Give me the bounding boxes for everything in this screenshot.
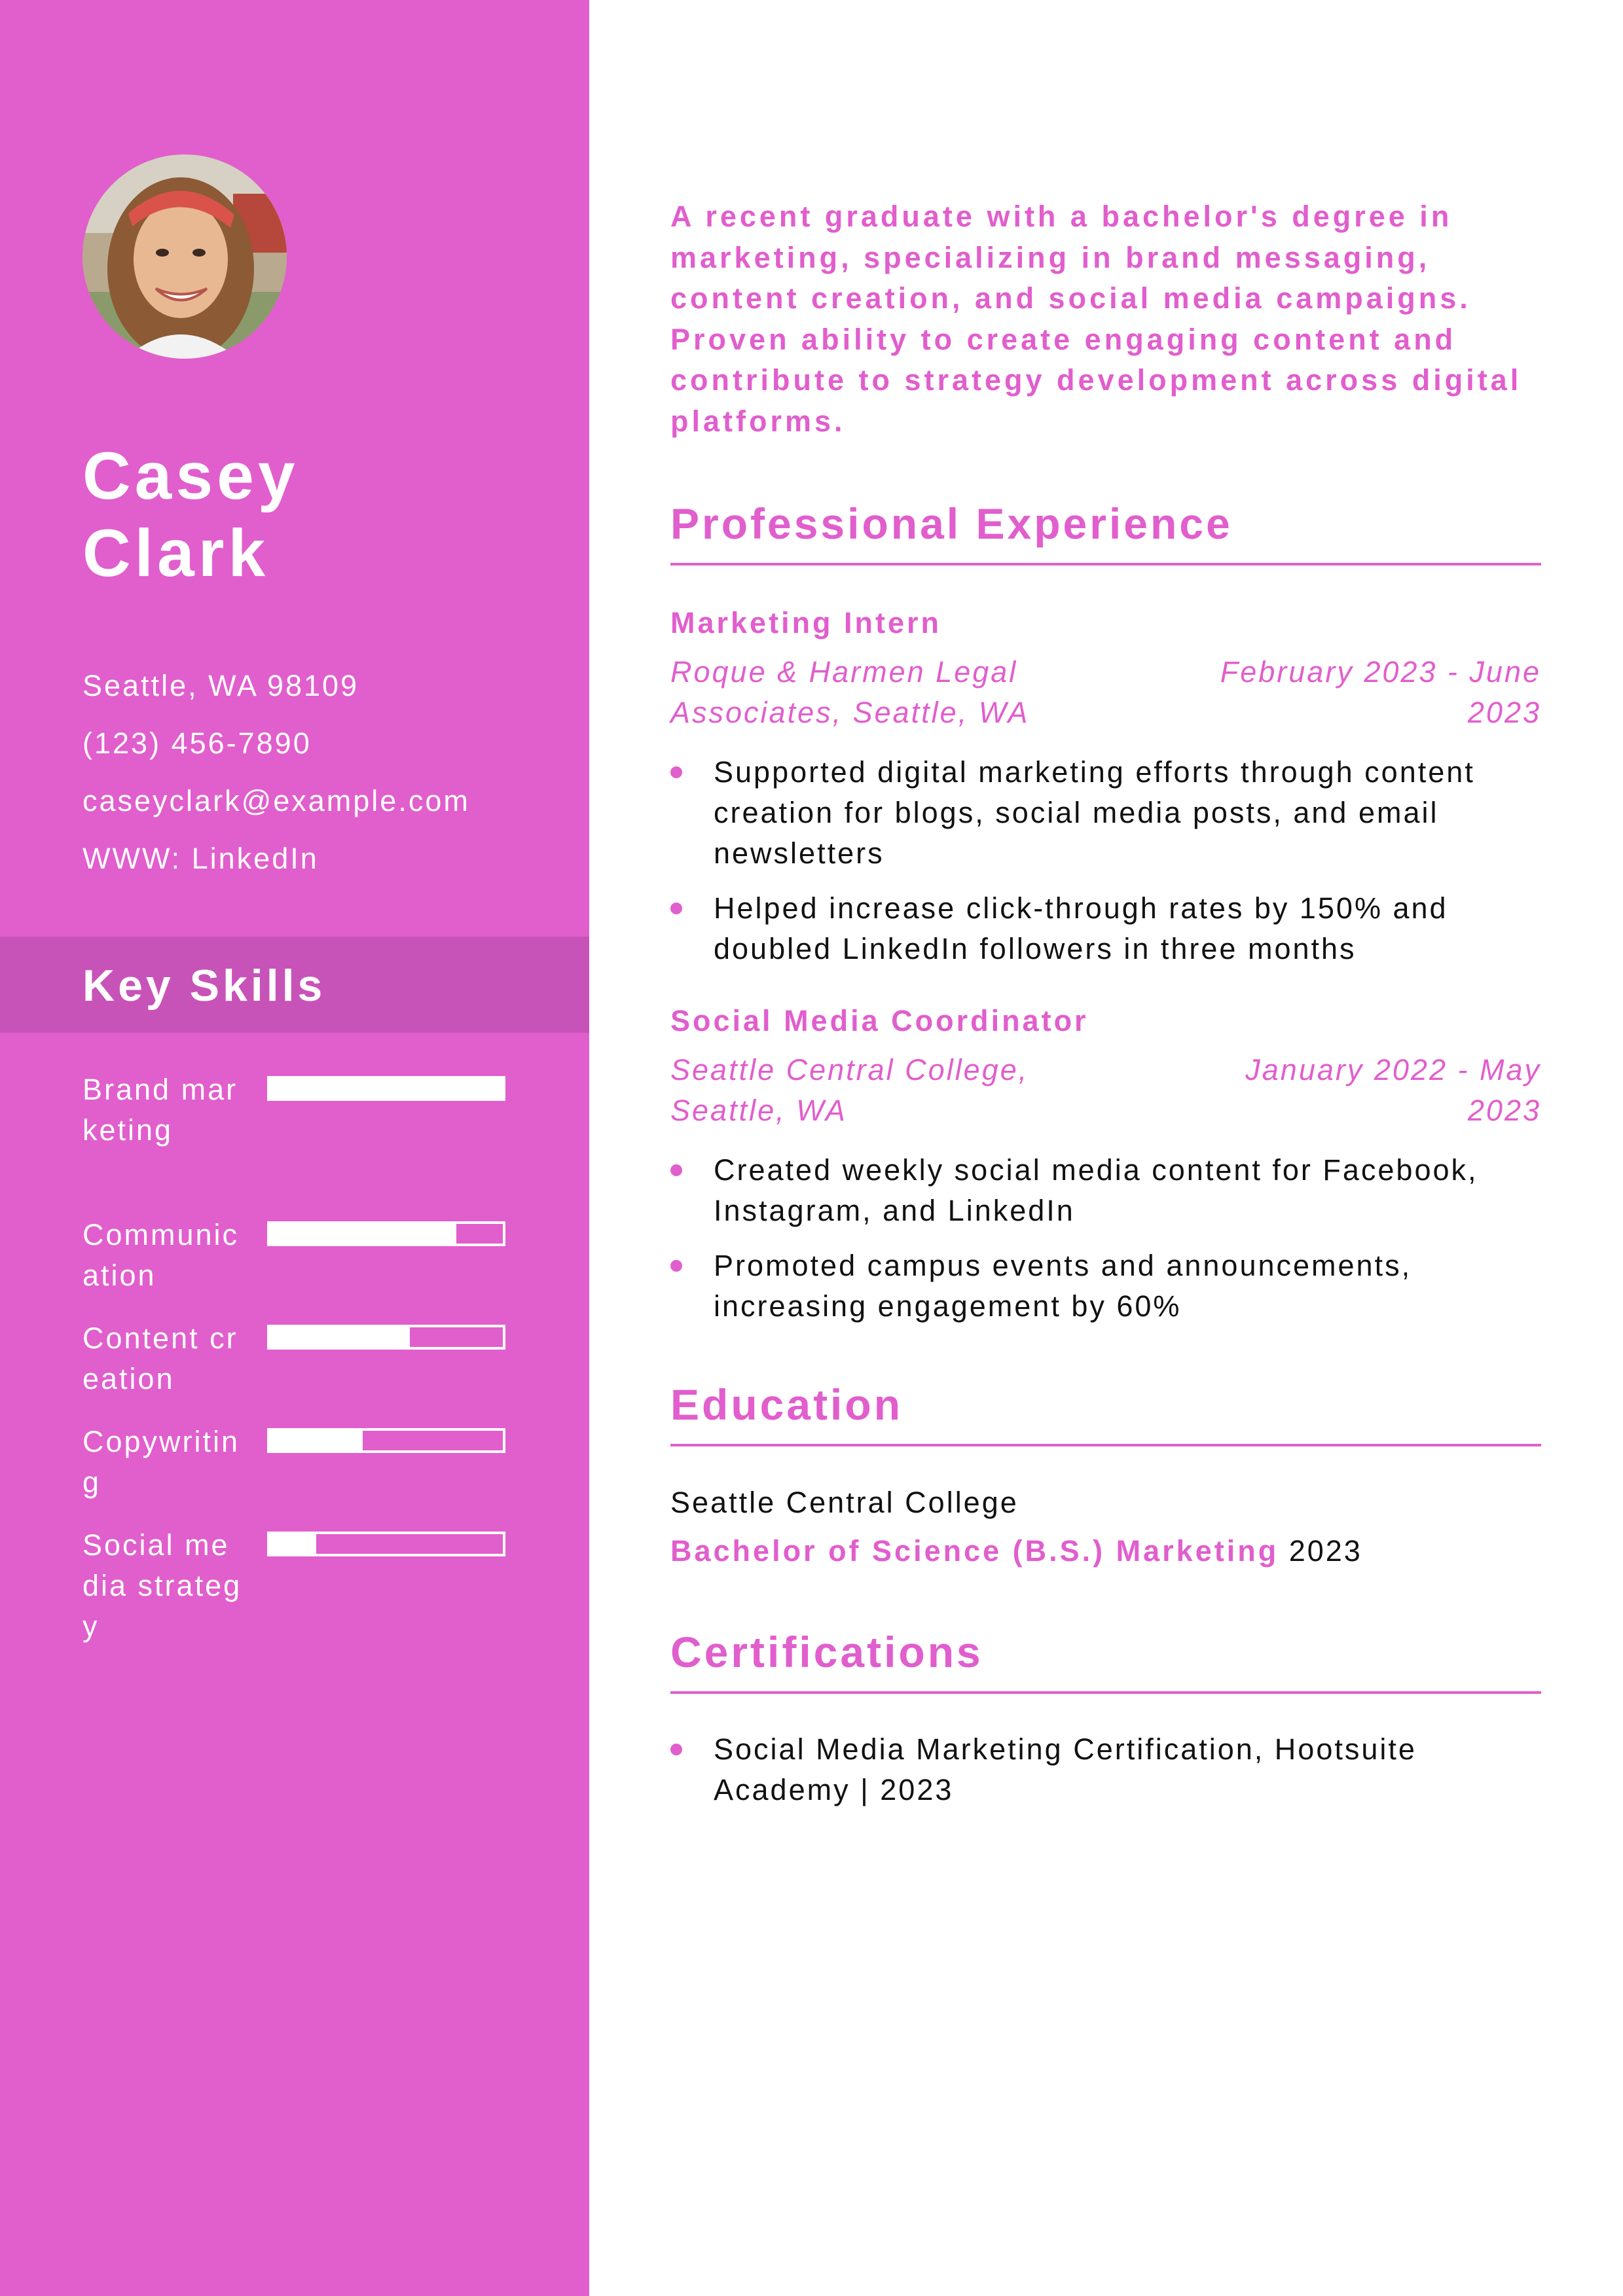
education-title: Education [670,1380,903,1429]
skill-item [82,1422,541,1525]
education-degree: Bachelor of Science (B.S.) Marketing [670,1534,1279,1568]
job-company: Seattle Central College, Seattle, WA [670,1053,1029,1127]
professional-summary: A recent graduate with a bachelor's degree in marketing, specializing in brand messaging, content creation, and social media campaigns. Proven ability to create engaging content and contribute to strategy development across digital platforms. [670,200,1522,438]
experience-divider [670,563,1541,565]
skill-level-bar [267,1221,505,1246]
education-degree-line [670,1532,1362,1571]
skill-level-bar [267,1325,505,1350]
bullet-text: Promoted campus events and announcements, increasing engagement by 60% [714,1249,1412,1323]
skill-label: Copywriting [82,1425,240,1499]
certifications-title: Certifications [670,1628,983,1676]
avatar-photo-icon [82,154,287,359]
skill-item [82,1069,541,1215]
skill-item [82,1215,541,1318]
bullet-icon [670,766,682,778]
education-school: Seattle Central College [670,1486,1019,1519]
experience-title: Professional Experience [670,499,1233,548]
skill-label: Content creation [82,1321,238,1395]
skill-item [82,1318,541,1422]
contact-website[interactable]: WWW: LinkedIn [82,842,319,875]
list-item [670,888,1541,969]
contact-phone: (123) 456-7890 [82,726,312,760]
skill-label: Communication [82,1218,240,1292]
contact-email[interactable]: caseyclark@example.com [82,784,470,817]
skill-label: Brand marketing [82,1073,238,1147]
bullet-text: Supported digital marketing efforts through content creation for blogs, social media posts, and email newsletters [714,755,1475,870]
job-dates: February 2023 - June 2023 [1220,655,1541,729]
contact-info [82,657,567,888]
skill-level-bar [267,1532,505,1556]
skill-item [82,1525,541,1670]
bullet-icon [670,1260,682,1272]
bullet-icon [670,903,682,914]
skill-level-bar [267,1076,505,1101]
education-divider [670,1444,1541,1446]
profile-photo [82,154,287,359]
candidate-name [82,437,541,592]
certifications-divider [670,1691,1541,1694]
job-bullets [670,752,1541,984]
sidebar [0,0,589,2296]
skill-level-fill [270,1534,316,1554]
skill-level-fill [270,1327,410,1347]
bullet-icon [670,1744,682,1755]
job-title: Social Media Coordinator [670,1004,1089,1037]
list-item [670,1246,1541,1327]
list-item [670,752,1541,874]
certifications-list [670,1729,1541,1825]
job-dates: January 2022 - May 2023 [1245,1053,1541,1127]
bullet-text: Helped increase click-through rates by 150% and doubled LinkedIn followers in three months [714,891,1448,965]
job-title: Marketing Intern [670,606,942,639]
skill-level-fill [270,1431,363,1450]
skill-level-bar [267,1428,505,1453]
list-item [670,1729,1541,1810]
contact-address: Seattle, WA 98109 [82,669,359,702]
list-item [670,1150,1541,1231]
last-name: Clark [82,516,270,590]
first-name: Casey [82,439,299,513]
job-company: Roque & Harmen Legal Associates, Seattle, WA [670,655,1030,729]
skills-header [0,937,589,1033]
skills-title: Key Skills [82,961,326,1011]
bullet-text: Created weekly social media content for Facebook, Instagram, and LinkedIn [714,1153,1478,1227]
skill-level-fill [270,1224,456,1244]
education-year: 2023 [1288,1534,1362,1568]
job-bullets [670,1150,1541,1341]
skill-label: Social media strategy [82,1528,242,1643]
bullet-icon [670,1164,682,1176]
skill-level-fill [270,1079,503,1098]
certification-text: Social Media Marketing Certification, Hootsuite Academy | 2023 [714,1732,1417,1806]
skills-list [82,1069,541,1670]
